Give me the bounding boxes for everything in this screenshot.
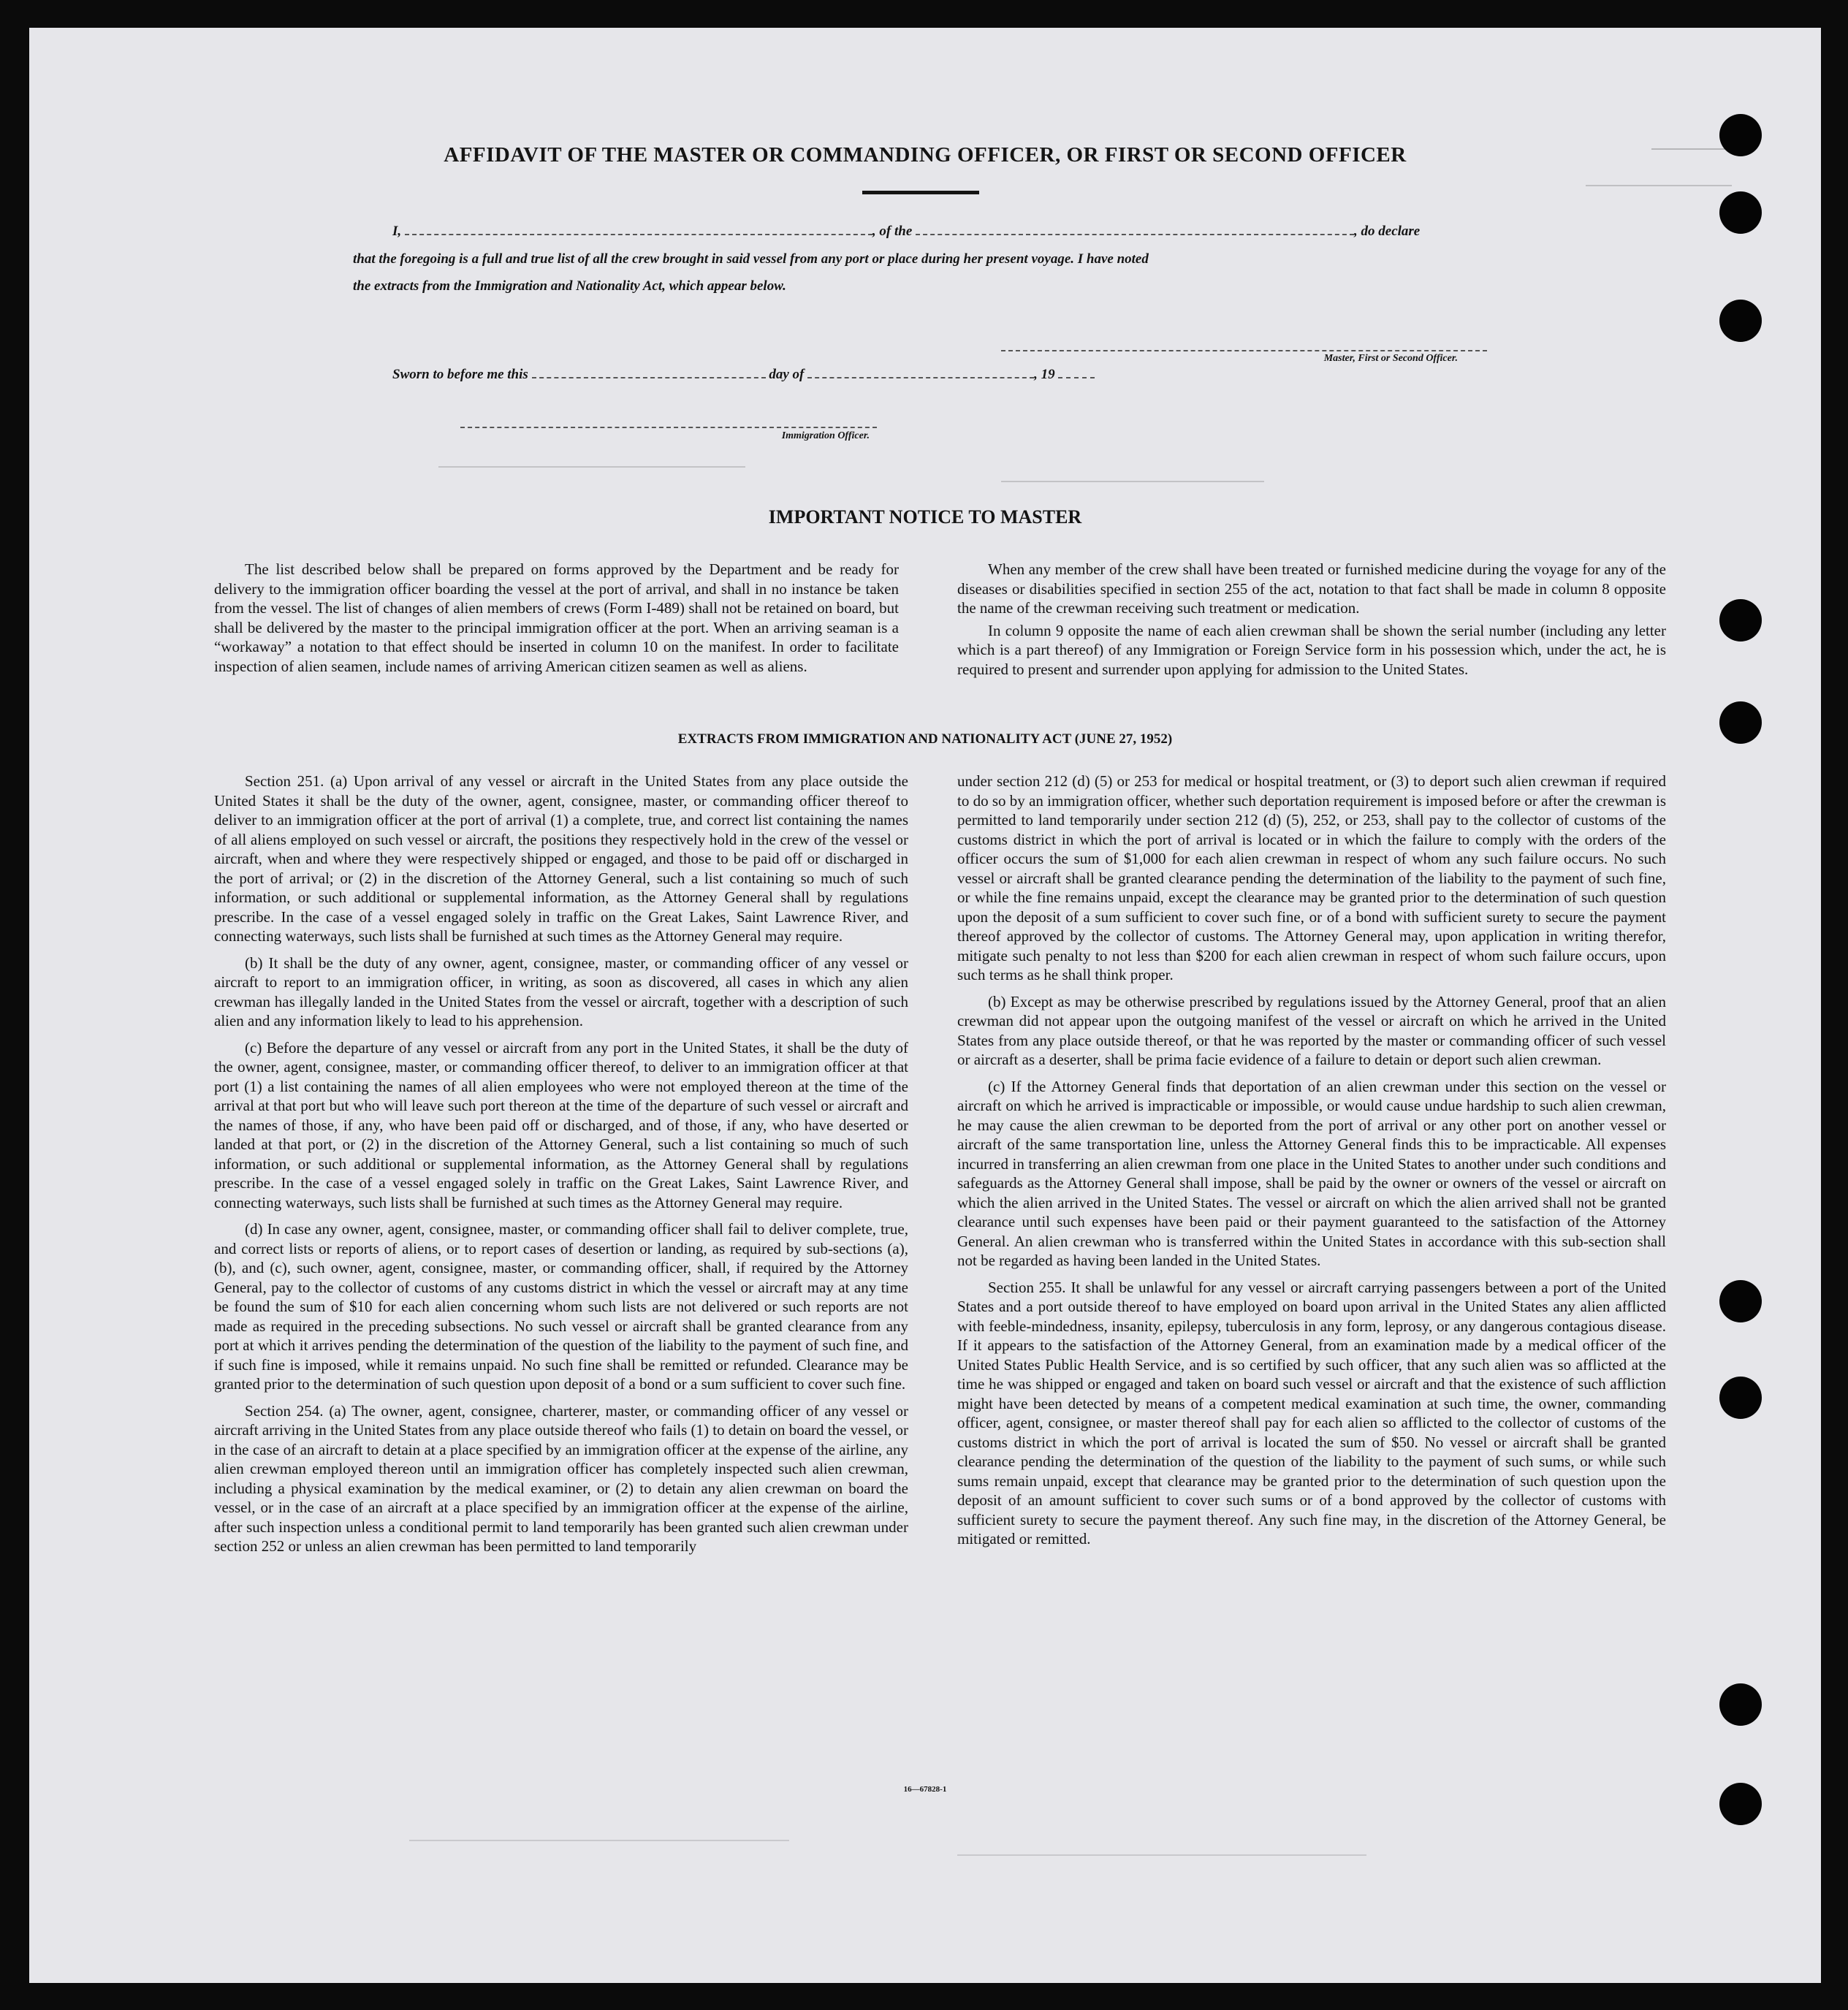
year-label: , 19 <box>1034 367 1055 382</box>
master-signature-field[interactable] <box>1001 340 1487 351</box>
section-251-b: (b) It shall be the duty of any owner, agent, consignee, master, or commanding officer of any vessel or aircraft to report to an immigration officer, in writing, as soon as discovered, all cases in which any alien crewman has illegally landed in the United States from the vessel or aircraft, together with a description of such alien and any information likely to lead to his apprehension. <box>214 953 908 1029</box>
extracts-title: EXTRACTS FROM IMMIGRATION AND NATIONALITY ACT (JUNE 27, 1952) <box>677 731 1173 747</box>
officer-signature-field[interactable] <box>460 416 877 428</box>
section-255: Section 255. It shall be unlawful for any vessel or aircraft carrying passengers between a port of the United States and a port outside thereof to have employed on board upon arrival in the United States any alien afflicted with feeble-mindedness, insanity, epilepsy, tuberculosis in any form, leprosy, or any dangerous contagious disease. If it appears to the satisfaction of the Attorney General, from an examination made by a medical officer of the United States Public Health Service, and is so certified by such officer, that any such alien was so afflicted at the time he was shipped or engaged and taken on board such vessel or aircraft and that the existence of such affliction might have been detected by means of a competent medical examination at such time, the owner, commanding officer, agent, consignee, or master thereof shall pay for each alien so afflicted to the collector of customs of the customs district in which the port of arrival is located the sum of $50. No vessel or aircraft shall be granted clearance pending the determination of the question of the liability to the payment of such sums, or while such sums remain unpaid, except that clearance may be granted prior to the determination of such question upon the deposit of an amount sufficient to cover such sums or of a bond approved by the collector of customs with sufficient surety to secure the payment thereof. Any such fine may, in the discretion of the Attorney General, be mitigated or remitted. <box>957 1278 1666 1548</box>
affidavit-line-2: that the foregoing is a full and true list of all the crew brought in said vessel from any port or place during her present voyage. I have noted <box>353 251 1149 267</box>
affidavit-declare-label: , do declare <box>1354 224 1421 239</box>
show-through-mark <box>438 466 745 468</box>
punch-hole <box>1719 1783 1762 1825</box>
master-signature-block <box>1001 340 1487 365</box>
affidavit-of-the-label: , of the <box>872 224 913 239</box>
extracts-left-column <box>214 772 908 1787</box>
show-through-mark <box>1586 185 1732 186</box>
officer-signature-label: Immigration Officer. <box>781 430 870 441</box>
show-through-mark <box>957 1854 1366 1856</box>
section-254-c: (c) If the Attorney General finds that deportation of an alien crewman under this section on the vessel or aircraft on which he arrived is impracticable or impossible, or would cause undue hardship to such alien crewman, he may cause the alien crewman to be deported from the port of arrival or any other port on another vessel or aircraft of the same transportation line, unless the Attorney General finds this to be impracticable. All expenses incurred in transferring an alien crewman from one place in the United States to another under such conditions and safeguards as the Attorney General shall impose, shall be paid by the owner or owners of the vessel or aircraft on which the alien arrived in the United States. The vessel or aircraft on which the alien arrived shall not be granted clearance until such expenses have been paid or their payment guaranteed to the satisfaction of the Attorney General. An alien crewman who is transferred within the United States in accordance with this sub-section shall not be regarded as having been landed in the United States. <box>957 1077 1666 1269</box>
punch-hole <box>1719 300 1762 342</box>
section-251-a: Section 251. (a) Upon arrival of any vessel or aircraft in the United States from any place outside the United States it shall be the duty of the owner, agent, consignee, master, or commanding officer thereof to deliver to an immigration officer at the port of arrival (1) a complete, true, and correct list containing the names of all aliens employed on such vessel or aircraft, the positions they respectively hold in the crew of the vessel or aircraft, when and where they were respectively shipped or engaged, and those to be paid off or discharged in the port of arrival; or (2) in the discretion of the Attorney General, such a list containing so much of such information, or such additional or supplemental information, as the Attorney General shall by regulations prescribe. In the case of a vessel engaged solely in traffic on the Great Lakes, Saint Lawrence River, and connecting waterways, such lists shall be furnished at such times as the Attorney General may require. <box>214 772 908 945</box>
notice-left-column <box>214 560 899 735</box>
extracts-right-column <box>957 772 1666 1787</box>
punch-hole <box>1719 114 1762 156</box>
punch-hole <box>1719 599 1762 642</box>
officer-signature-block <box>460 416 877 442</box>
section-251-d: (d) In case any owner, agent, consignee, master, or commanding officer shall fail to deliver complete, true, and correct lists or reports of aliens, or to report cases of desertion or landing, as required by sub-sections (a), (b), and (c), such owner, agent, consignee, master, or commanding officer, shall, if required by the Attorney General, pay to the collector of customs of any customs district in which the vessel or aircraft may at any time be found the sum of $10 for each alien concerning whom such lists are not delivered or such reports are not made as required in the preceding subsections. No such vessel or aircraft shall be granted clearance from any port at which it arrives pending the determination of the question of the liability to the payment of such fine, and if such fine is imposed, while it remains unpaid. No such fine shall be remitted or refunded. Clearance may be granted prior to the determination of such question upon deposit of a bond or a sum sufficient to cover such fine. <box>214 1220 908 1393</box>
affidavit-i-label: I, <box>392 224 402 239</box>
sworn-year-field[interactable] <box>1058 367 1095 378</box>
section-254-b: (b) Except as may be otherwise prescribed by regulations issued by the Attorney General, proof that an alien crewman did not appear upon the outgoing manifest of the vessel or aircraft on which he arrived in the United States from any place outside thereof, or that he was reported by the master or commanding officer of such vessel or aircraft as a deserter, shall be prima facie evidence of a failure to detain or deport such alien crewman. <box>957 992 1666 1068</box>
sworn-line <box>392 367 1269 383</box>
punch-hole <box>1719 1377 1762 1419</box>
form-number: 16—67828-1 <box>903 1785 947 1794</box>
show-through-mark <box>409 1840 789 1841</box>
punch-hole <box>1719 1280 1762 1322</box>
notice-paragraph: In column 9 opposite the name of each alien crewman shall be shown the serial number (including any letter which is a part thereof) of any Immigration or Foreign Service form in his possession which, under the act, he is required to present and surrender upon applying for admission to the United States. <box>957 621 1666 678</box>
master-name-field[interactable] <box>405 224 872 235</box>
notice-right-column <box>957 560 1666 735</box>
notice-paragraph: The list described below shall be prepared on forms approved by the Department and be ready for delivery to the immigration officer boarding the vessel at the port of arrival, and shall in no instance be taken from the vessel. The list of changes of alien members of crews (Form I-489) shall not be retained on board, but shall be delivered by the master to the principal immigration officer at the port. When an arriving seaman is a “workaway” a notation to that effect should be inserted in column 10 on the manifest. In order to facilitate inspection of alien seamen, include names of arriving American citizen seamen as well as aliens. <box>214 560 899 675</box>
show-through-mark <box>1001 481 1264 482</box>
day-of-label: day of <box>769 367 805 382</box>
master-signature-label: Master, First or Second Officer. <box>1323 353 1458 364</box>
section-251-c: (c) Before the departure of any vessel or aircraft from any port in the United States, it shall be the duty of the owner, agent, consignee, master, or commanding officer thereof, to deliver to an immigration officer at that port (1) a list containing the names of all alien employees who were not employed thereon at the time of the arrival at that port but who will leave such port thereon at the time of the departure of such vessel or aircraft and the names of those, if any, who have been paid off or discharged, and of those, if any, who have deserted or landed at that port, or (2) in the discretion of the Attorney General, such a list containing so much of such information, or such additional or supplemental information, as the Attorney General shall by regulations prescribe. In the case of a vessel engaged solely in traffic on the Great Lakes, Saint Lawrence River, and connecting waterways, such lists shall be furnished at such times as the Attorney General may require. <box>214 1038 908 1211</box>
affidavit-title: AFFIDAVIT OF THE MASTER OR COMMANDING OFFICER, OR FIRST OR SECOND OFFICER <box>444 143 1407 167</box>
vessel-name-field[interactable] <box>916 224 1354 235</box>
sworn-day-field[interactable] <box>532 367 766 378</box>
affidavit-line-1 <box>392 224 1525 240</box>
punch-hole <box>1719 701 1762 744</box>
section-254-a: Section 254. (a) The owner, agent, consignee, charterer, master, or commanding officer of any vessel or aircraft arriving in the United States from any place outside thereof who fails (1) to detain on board the vessel, or in the case of an aircraft to detain at a place specified by an immigration officer at the expense of the airline, any alien crewman employed thereon until an immigration officer has completely inspected such alien crewman, including a physical examination by the medical examiner, or (2) to detain any alien crewman on board the vessel, or in the case of an aircraft at a place specified by an immigration officer at the expense of the airline, after such inspection unless a conditional permit to land temporarily has been granted such alien crewman under section 252 or unless an alien crewman has been permitted to land temporarily <box>214 1401 908 1555</box>
punch-hole <box>1719 191 1762 234</box>
sworn-label: Sworn to before me this <box>392 367 528 382</box>
section-254-a-continued: under section 212 (d) (5) or 253 for medical or hospital treatment, or (3) to deport such alien crewman if required to do so by an immigration officer, whether such deportation requirement is imposed before or after the crewman is permitted to land temporarily under section 212 (d) (5), 252, or 253, shall pay to the collector of customs of the customs district in which the port of arrival is located or in which the failure to comply with the orders of the officer occurs the sum of $1,000 for each alien crewman in respect of whom any such failure occurs. No such vessel or aircraft shall be granted clearance pending the determination of the liability to the payment of such fine, or while the fine remains unpaid, except the clearance may be granted prior to the determination of such question upon the deposit of a sum sufficient to cover such fine, or of a bond with sufficient surety to secure the payment thereof approved by the collector of customs. The Attorney General may, upon application in writing therefor, mitigate such penalty to not less than $200 for each alien crewman in respect of whom such failure occurs, upon such terms as he shall think proper. <box>957 772 1666 983</box>
sworn-month-field[interactable] <box>807 367 1034 378</box>
notice-title: IMPORTANT NOTICE TO MASTER <box>768 506 1082 528</box>
document-page <box>29 28 1821 1983</box>
title-rule <box>862 191 979 194</box>
punch-hole <box>1719 1683 1762 1726</box>
affidavit-line-3: the extracts from the Immigration and Nationality Act, which appear below. <box>353 278 786 294</box>
notice-paragraph: When any member of the crew shall have been treated or furnished medicine during the voyage for any of the diseases or disabilities specified in section 255 of the act, notation to that fact shall be made in column 8 opposite the name of the crewman receiving such treatment or medication. <box>957 560 1666 617</box>
